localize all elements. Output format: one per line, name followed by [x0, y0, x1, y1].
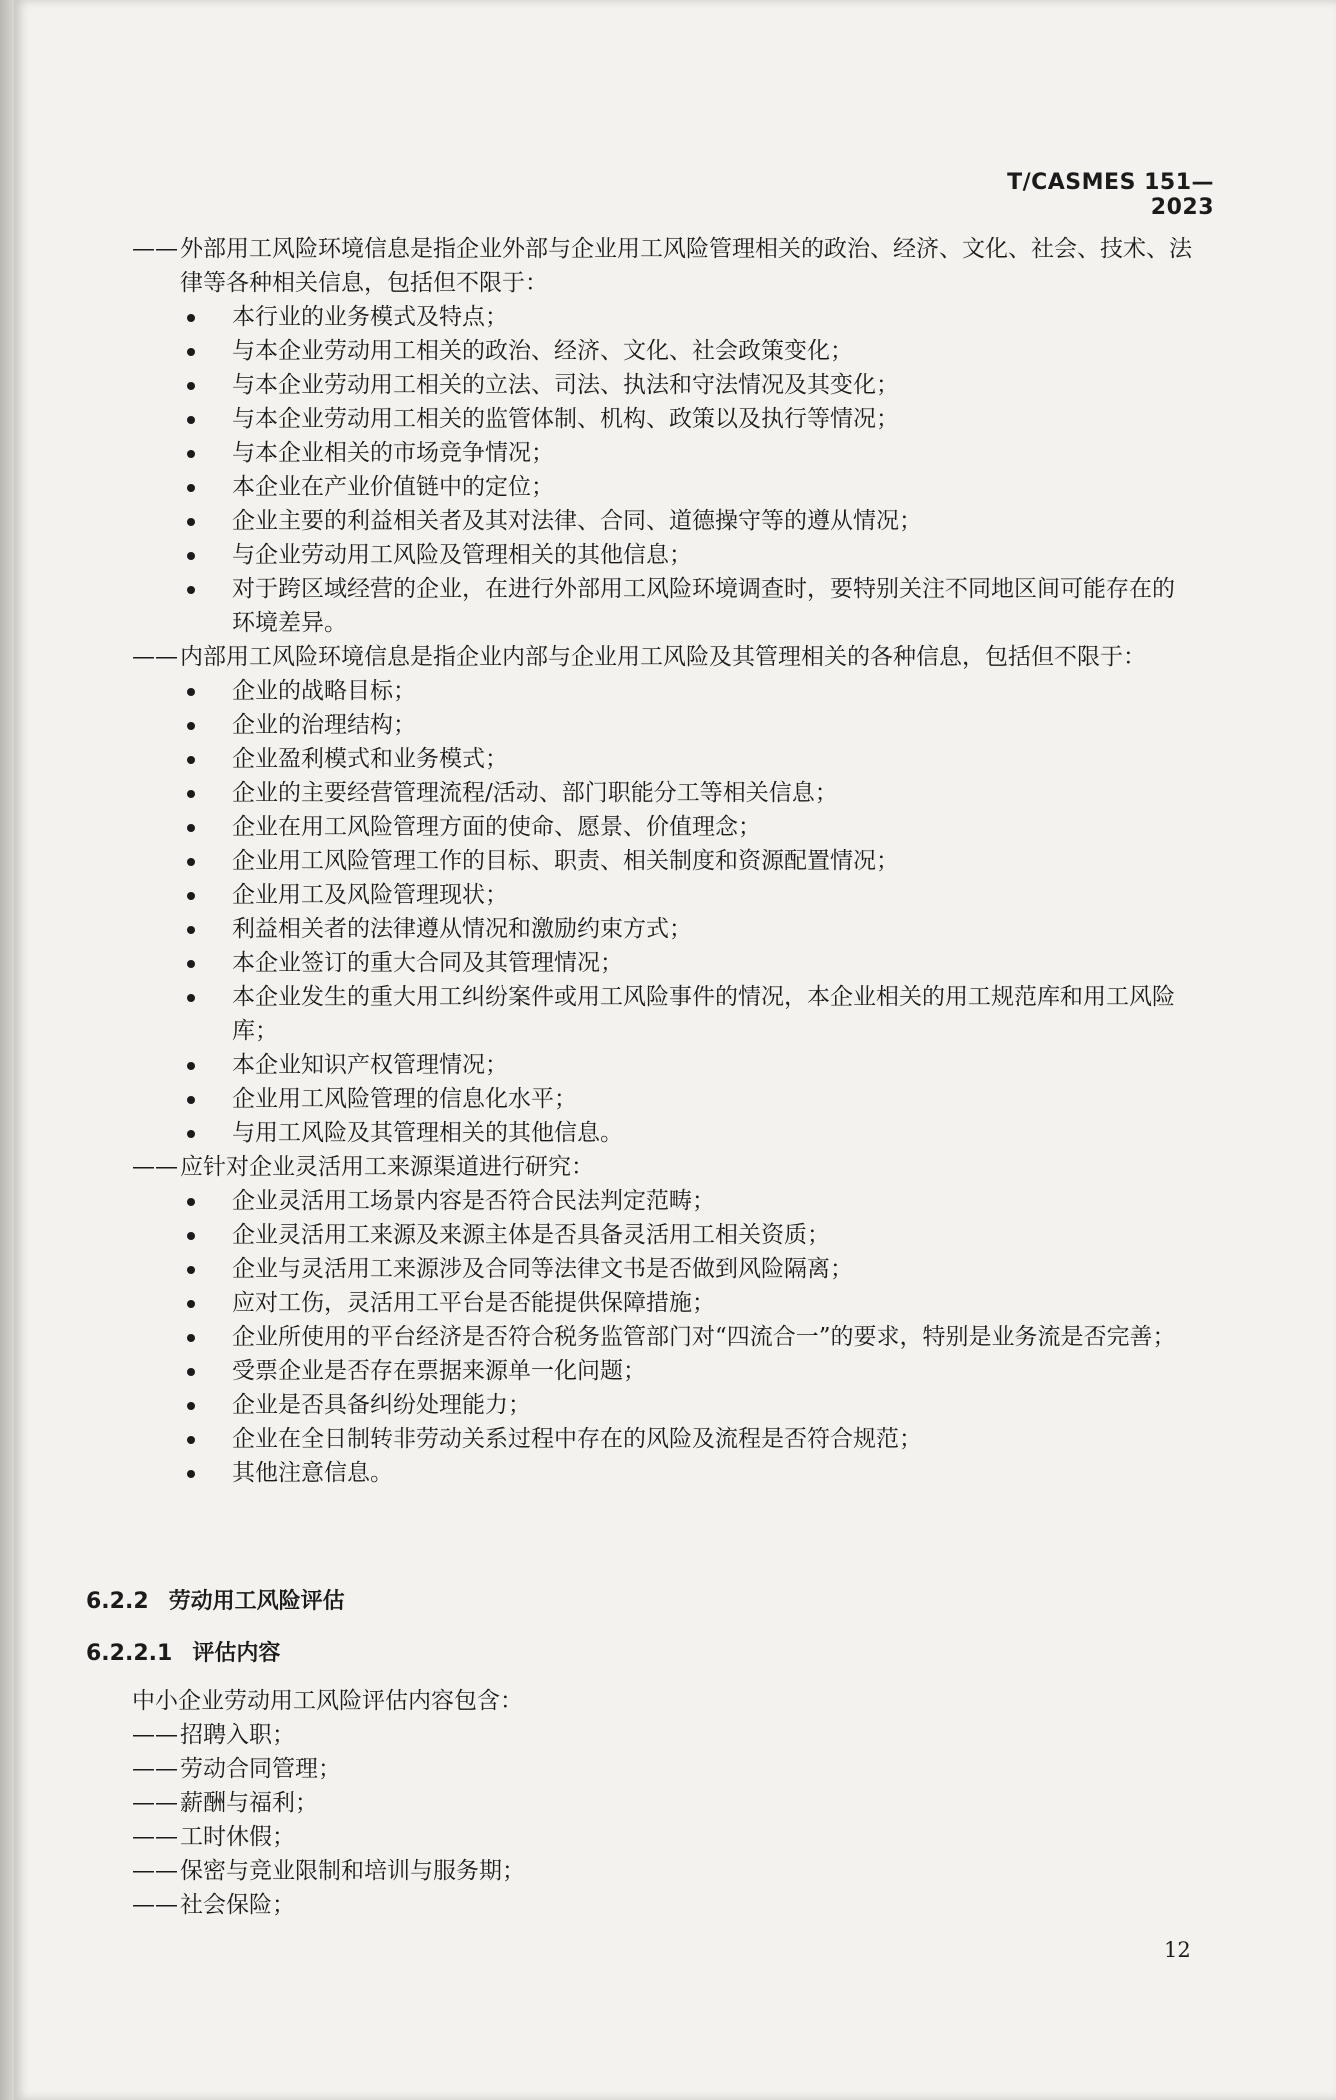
document-page — [14, 0, 1336, 2100]
list-item-text: 企业的治理结构； — [232, 712, 416, 738]
list-item-text: 企业是否具备纠纷处理能力； — [232, 1392, 531, 1418]
list-item — [132, 1218, 1194, 1252]
list-item — [132, 1888, 1194, 1922]
list-item — [132, 572, 1194, 640]
list-item — [132, 1184, 1194, 1218]
external-intro-text: 外部用工风险环境信息是指企业外部与企业用工风险管理相关的政治、经济、文化、社会、技术、法律等各种相关信息，包括但不限于： — [180, 236, 1192, 296]
bullet-icon — [187, 1266, 195, 1274]
list-item — [132, 538, 1194, 572]
flexible-intro-text: 应针对企业灵活用工来源渠道进行研究： — [180, 1154, 594, 1180]
list-item-text: 应对工伤，灵活用工平台是否能提供保障措施； — [232, 1290, 715, 1316]
list-item-text: 企业盈利模式和业务模式； — [232, 746, 508, 772]
dash-marker: —— — [132, 1154, 178, 1180]
list-item-text: 与本企业劳动用工相关的政治、经济、文化、社会政策变化； — [232, 338, 853, 364]
list-item — [132, 980, 1194, 1048]
section-heading-6-2-2 — [86, 1584, 345, 1615]
bullet-icon — [187, 1334, 195, 1342]
bullet-icon — [187, 1232, 195, 1240]
list-item-text: 本企业知识产权管理情况； — [232, 1052, 508, 1078]
list-item — [132, 1286, 1194, 1320]
dash-marker: —— — [132, 1790, 178, 1816]
list-item-text: 与本企业相关的市场竞争情况； — [232, 440, 554, 466]
dash-marker: —— — [132, 236, 178, 262]
dash-marker: —— — [132, 644, 178, 670]
bullet-icon — [187, 790, 195, 798]
list-item-text: 工时休假； — [180, 1824, 295, 1850]
list-item-text: 本行业的业务模式及特点； — [232, 304, 508, 330]
list-item-text: 企业与灵活用工来源涉及合同等法律文书是否做到风险隔离； — [232, 1256, 853, 1282]
bullet-icon — [187, 892, 195, 900]
list-item — [132, 878, 1194, 912]
list-item — [132, 912, 1194, 946]
section-title: 劳动用工风险评估 — [168, 1589, 345, 1614]
external-list — [132, 300, 1194, 640]
list-item — [132, 470, 1194, 504]
dash-marker: —— — [132, 1824, 178, 1850]
list-item-text: 薪酬与福利； — [180, 1790, 318, 1816]
bullet-icon — [187, 858, 195, 866]
internal-list — [132, 674, 1194, 1150]
list-item — [132, 1456, 1194, 1490]
list-item — [132, 810, 1194, 844]
bullet-icon — [187, 994, 195, 1002]
bullet-icon — [187, 416, 195, 424]
bullet-icon — [187, 1402, 195, 1410]
list-item — [132, 1252, 1194, 1286]
list-item — [132, 844, 1194, 878]
list-item — [132, 1786, 1194, 1820]
list-item-text: 对于跨区域经营的企业，在进行外部用工风险环境调查时，要特别关注不同地区间可能存在的环境差异。 — [232, 576, 1175, 636]
list-item-text: 企业的战略目标； — [232, 678, 416, 704]
list-item-text: 企业在全日制转非劳动关系过程中存在的风险及流程是否符合规范； — [232, 1426, 922, 1452]
list-item — [132, 708, 1194, 742]
dash-marker: —— — [132, 1756, 178, 1782]
list-item-text: 企业所使用的平台经济是否符合税务监管部门对“四流合一”的要求，特别是业务流是否完善； — [232, 1324, 1176, 1350]
internal-intro — [132, 640, 1194, 674]
bullet-icon — [187, 756, 195, 764]
list-item-text: 与用工风险及其管理相关的其他信息。 — [232, 1120, 623, 1146]
list-item-text: 本企业发生的重大用工纠纷案件或用工风险事件的情况，本企业相关的用工规范库和用工风险库； — [232, 984, 1175, 1044]
list-item-text: 与本企业劳动用工相关的立法、司法、执法和守法情况及其变化； — [232, 372, 899, 398]
dash-marker: —— — [132, 1858, 178, 1884]
bullet-icon — [187, 1368, 195, 1376]
bullet-icon — [187, 314, 195, 322]
list-item — [132, 402, 1194, 436]
page-number: 12 — [1164, 1938, 1191, 1962]
list-item — [132, 1820, 1194, 1854]
list-item — [132, 1082, 1194, 1116]
list-item — [132, 368, 1194, 402]
bullet-icon — [187, 722, 195, 730]
list-item-text: 受票企业是否存在票据来源单一化问题； — [232, 1358, 646, 1384]
bullet-icon — [187, 960, 195, 968]
list-item-text: 招聘入职； — [180, 1722, 295, 1748]
list-item-text: 企业灵活用工来源及来源主体是否具备灵活用工相关资质； — [232, 1222, 830, 1248]
list-item-text: 其他注意信息。 — [232, 1460, 393, 1486]
list-item — [132, 776, 1194, 810]
list-item-text: 与本企业劳动用工相关的监管体制、机构、政策以及执行等情况； — [232, 406, 899, 432]
list-item-text: 与企业劳动用工风险及管理相关的其他信息； — [232, 542, 692, 568]
bullet-icon — [187, 586, 195, 594]
flexible-intro — [132, 1150, 1194, 1184]
list-item — [132, 1718, 1194, 1752]
bullet-icon — [187, 1300, 195, 1308]
main-content — [132, 232, 1194, 1490]
list-item-text: 保密与竞业限制和培训与服务期； — [180, 1858, 525, 1884]
bullet-icon — [187, 1096, 195, 1104]
section-title: 评估内容 — [192, 1641, 281, 1666]
bullet-icon — [187, 1470, 195, 1478]
page-edge-shadow — [0, 0, 14, 2100]
list-item-text: 企业灵活用工场景内容是否符合民法判定范畴； — [232, 1188, 715, 1214]
list-item-text: 企业用工风险管理的信息化水平； — [232, 1086, 577, 1112]
dash-marker: —— — [132, 1722, 178, 1748]
evaluation-intro: 中小企业劳动用工风险评估内容包含： — [132, 1688, 523, 1714]
bullet-icon — [187, 552, 195, 560]
section-heading-6-2-2-1 — [86, 1636, 280, 1667]
bullet-icon — [187, 348, 195, 356]
list-item — [132, 674, 1194, 708]
evaluation-content — [132, 1684, 1194, 1922]
list-item — [132, 1388, 1194, 1422]
list-item — [132, 1752, 1194, 1786]
list-item — [132, 334, 1194, 368]
list-item-text: 劳动合同管理； — [180, 1756, 341, 1782]
list-item-text: 本企业签订的重大合同及其管理情况； — [232, 950, 623, 976]
flexible-list — [132, 1184, 1194, 1490]
list-item — [132, 1854, 1194, 1888]
bullet-icon — [187, 688, 195, 696]
list-item — [132, 1116, 1194, 1150]
bullet-icon — [187, 1198, 195, 1206]
list-item — [132, 1354, 1194, 1388]
section-number: 6.2.2 — [86, 1589, 149, 1614]
dash-marker: —— — [132, 1892, 178, 1918]
list-item — [132, 436, 1194, 470]
list-item — [132, 742, 1194, 776]
list-item — [132, 300, 1194, 334]
external-intro — [132, 232, 1194, 300]
bullet-icon — [187, 382, 195, 390]
list-item — [132, 1048, 1194, 1082]
bullet-icon — [187, 518, 195, 526]
list-item — [132, 946, 1194, 980]
list-item-text: 企业用工及风险管理现状； — [232, 882, 508, 908]
internal-intro-text: 内部用工风险环境信息是指企业内部与企业用工风险及其管理相关的各种信息，包括但不限于： — [180, 644, 1146, 670]
section-number: 6.2.2.1 — [86, 1641, 173, 1666]
list-item — [132, 1320, 1194, 1354]
list-item-text: 企业的主要经营管理流程/活动、部门职能分工等相关信息； — [232, 780, 838, 806]
list-item-text: 企业主要的利益相关者及其对法律、合同、道德操守等的遵从情况； — [232, 508, 922, 534]
bullet-icon — [187, 484, 195, 492]
bullet-icon — [187, 1130, 195, 1138]
list-item — [132, 1422, 1194, 1456]
standard-code: T/CASMES 151—2023 — [1007, 170, 1214, 220]
bullet-icon — [187, 450, 195, 458]
list-item-text: 企业用工风险管理工作的目标、职责、相关制度和资源配置情况； — [232, 848, 899, 874]
list-item-text: 企业在用工风险管理方面的使命、愿景、价值理念； — [232, 814, 761, 840]
list-item-text: 社会保险； — [180, 1892, 295, 1918]
bullet-icon — [187, 824, 195, 832]
list-item-text: 本企业在产业价值链中的定位； — [232, 474, 554, 500]
bullet-icon — [187, 1062, 195, 1070]
list-item — [132, 504, 1194, 538]
bullet-icon — [187, 926, 195, 934]
bullet-icon — [187, 1436, 195, 1444]
list-item-text: 利益相关者的法律遵从情况和激励约束方式； — [232, 916, 692, 942]
